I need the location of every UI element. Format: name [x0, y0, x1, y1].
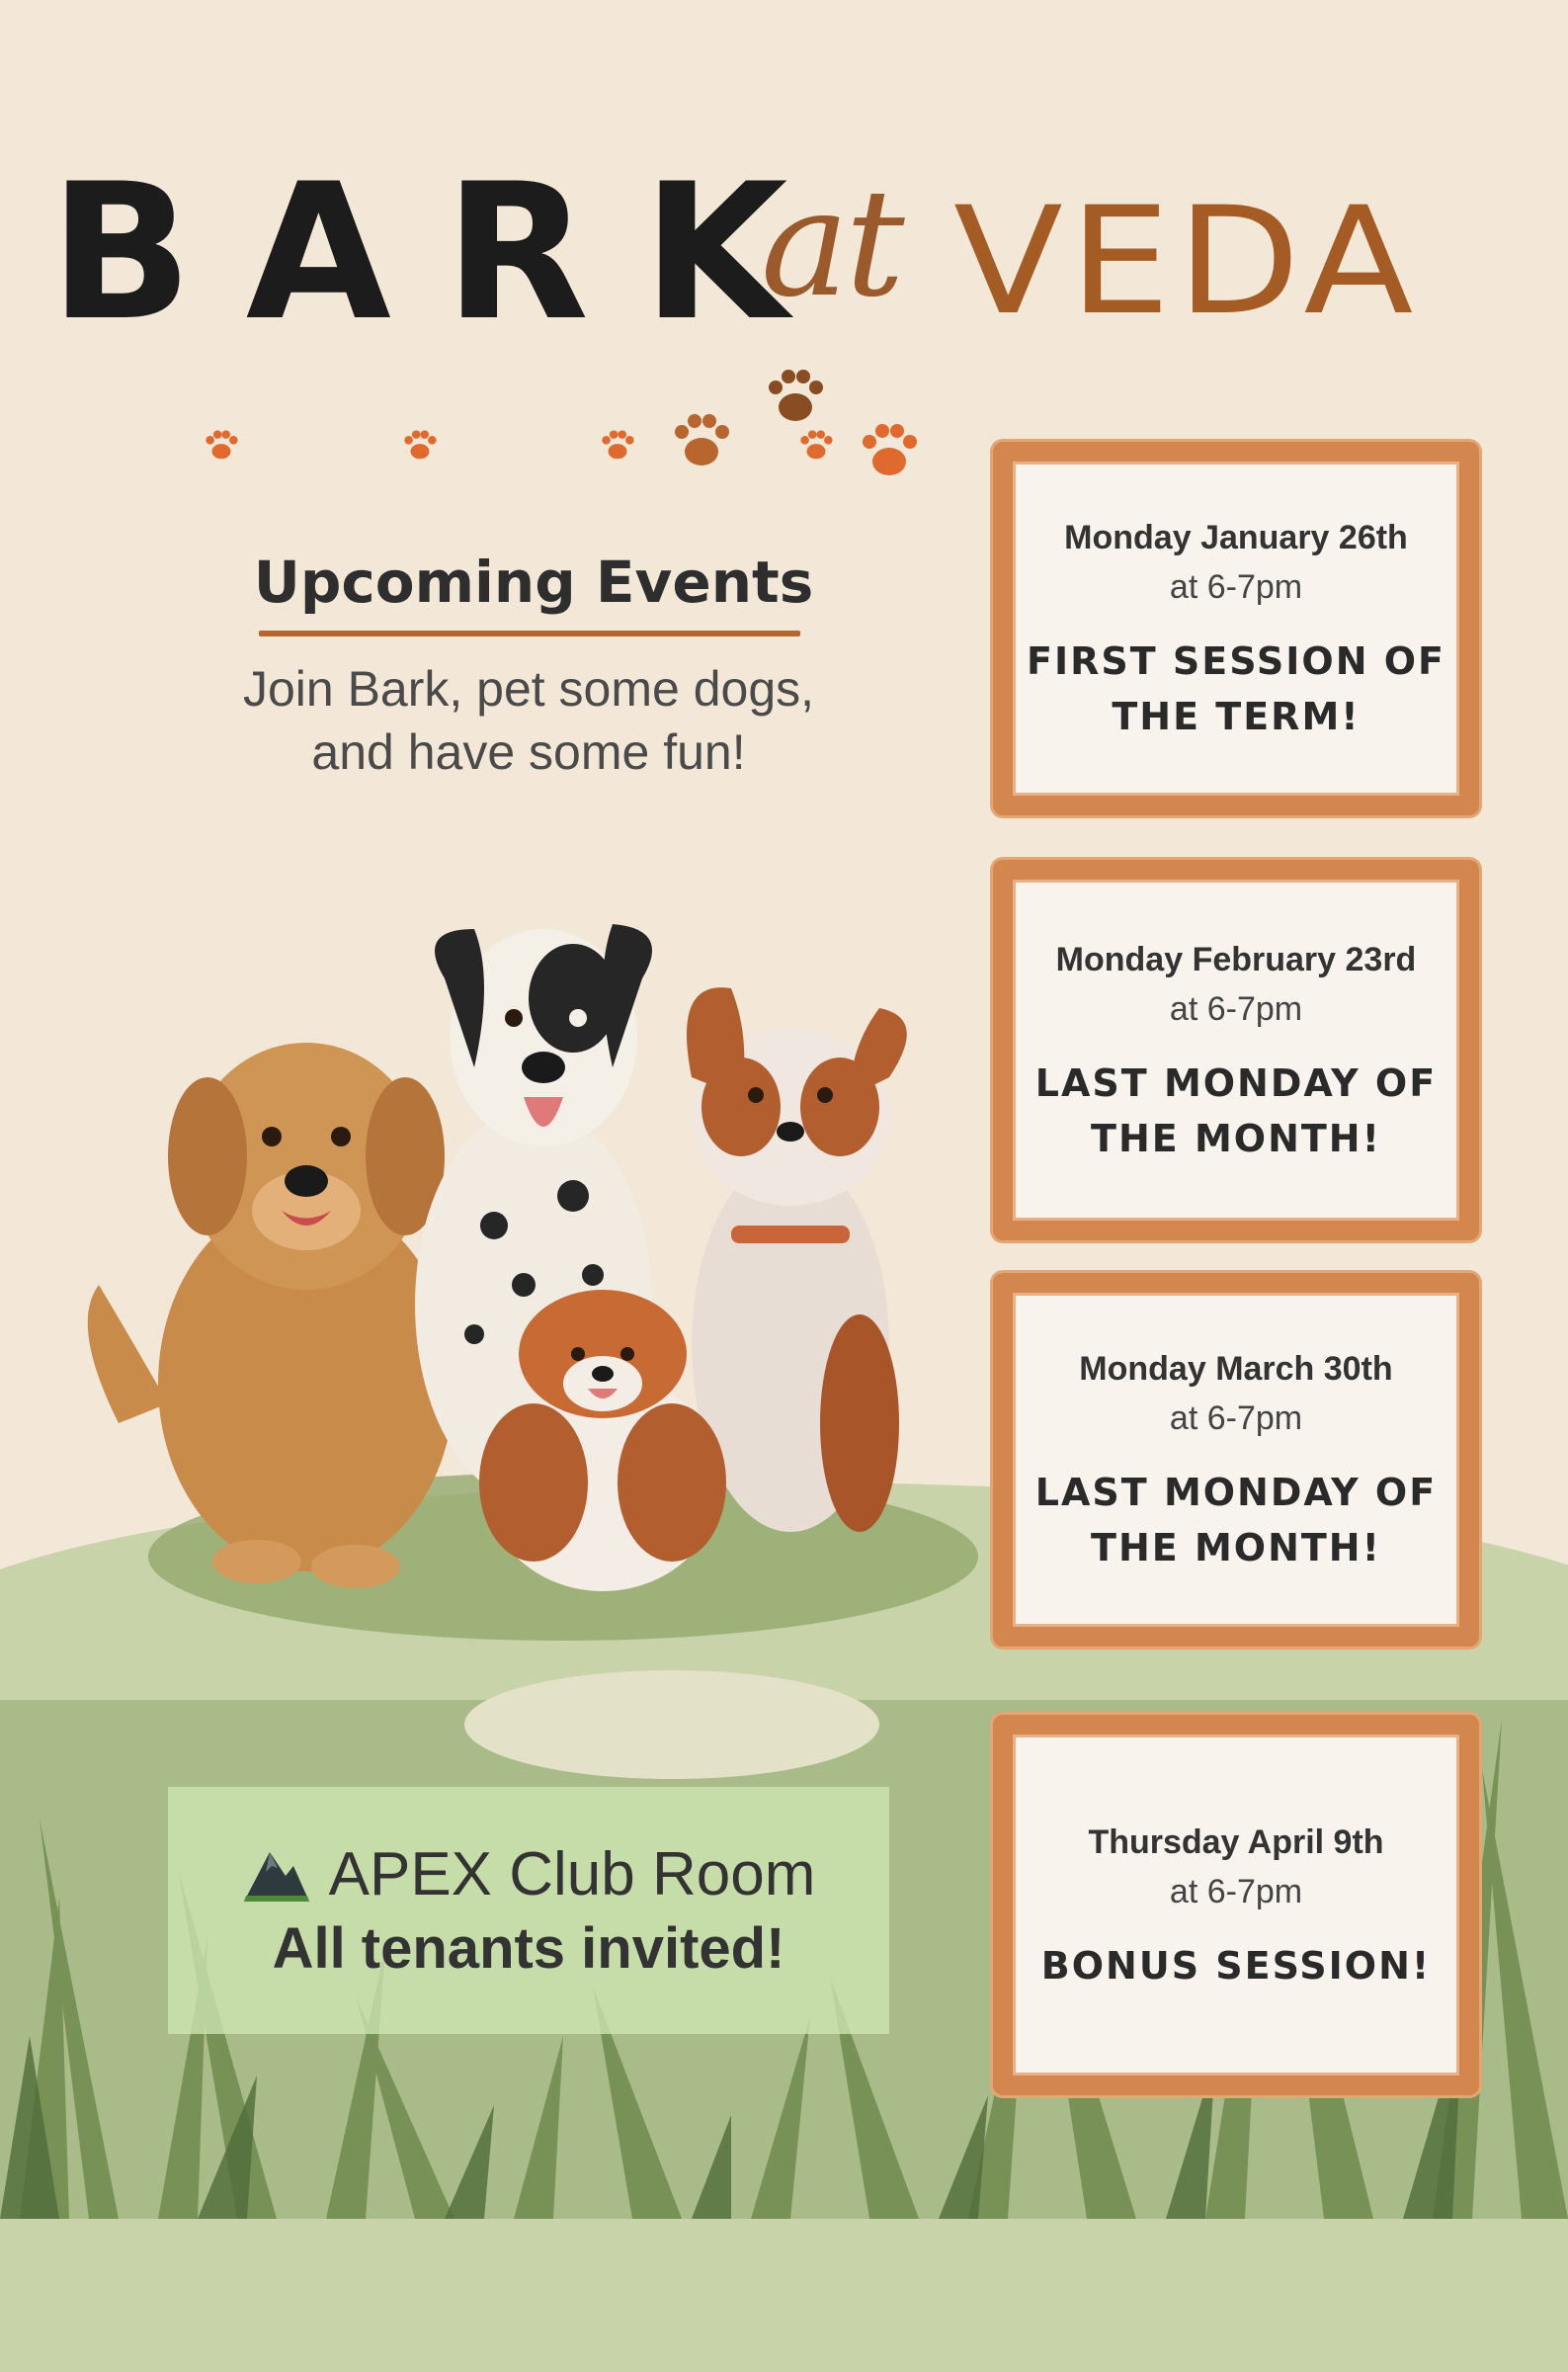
- event-tagline: LAST MONDAY OF THE MONTH!: [1034, 1060, 1438, 1160]
- bark-title: [49, 142, 841, 362]
- event-date: Thursday April 9th: [1088, 1822, 1384, 1861]
- upcoming-events-heading: Upcoming Events: [253, 549, 814, 616]
- tagline-line: and have some fun!: [311, 724, 746, 780]
- bark-letter: R: [444, 142, 594, 362]
- event-date: Monday February 23rd: [1055, 940, 1417, 978]
- tagline: [158, 657, 899, 784]
- tagline-line: Join Bark, pet some dogs,: [242, 661, 815, 717]
- paw-icon: [203, 291, 240, 328]
- event-date: Monday January 26th: [1064, 519, 1408, 556]
- event-card: [993, 1273, 1479, 1647]
- paw-icon: [401, 291, 439, 328]
- bark-letter: B: [49, 142, 197, 362]
- event-tagline: BONUS SESSION!: [1040, 1943, 1432, 1988]
- location-row: [242, 1839, 816, 1909]
- mountain-icon: [242, 1846, 311, 1904]
- event-time: at 6-7pm: [1169, 1872, 1303, 1910]
- golden-retriever: [88, 1043, 454, 1588]
- event-time: at 6-7pm: [1169, 568, 1303, 606]
- event-card: [993, 1715, 1479, 2095]
- dogs-illustration: [59, 870, 968, 1621]
- event-card: [993, 860, 1479, 1240]
- bark-letter: A: [245, 142, 395, 362]
- event-card: [993, 442, 1479, 815]
- location-box: [168, 1787, 889, 2034]
- location-name: APEX Club Room: [328, 1840, 816, 1908]
- title-veda: VEDA: [953, 176, 1420, 348]
- event-time: at 6-7pm: [1169, 1399, 1303, 1437]
- paw-icon: [599, 291, 636, 328]
- event-time: at 6-7pm: [1169, 989, 1303, 1028]
- title-at: at: [761, 158, 901, 330]
- event-tagline: LAST MONDAY OF THE MONTH!: [1034, 1471, 1438, 1569]
- bark-letter: K: [642, 142, 792, 362]
- heading-underline: [259, 631, 800, 636]
- location-invite: All tenants invited!: [272, 1916, 785, 1981]
- paw-prints-icon: [662, 366, 949, 494]
- event-date: Monday March 30th: [1079, 1350, 1393, 1388]
- event-tagline: FIRST SESSION OF THE TERM!: [1027, 639, 1445, 738]
